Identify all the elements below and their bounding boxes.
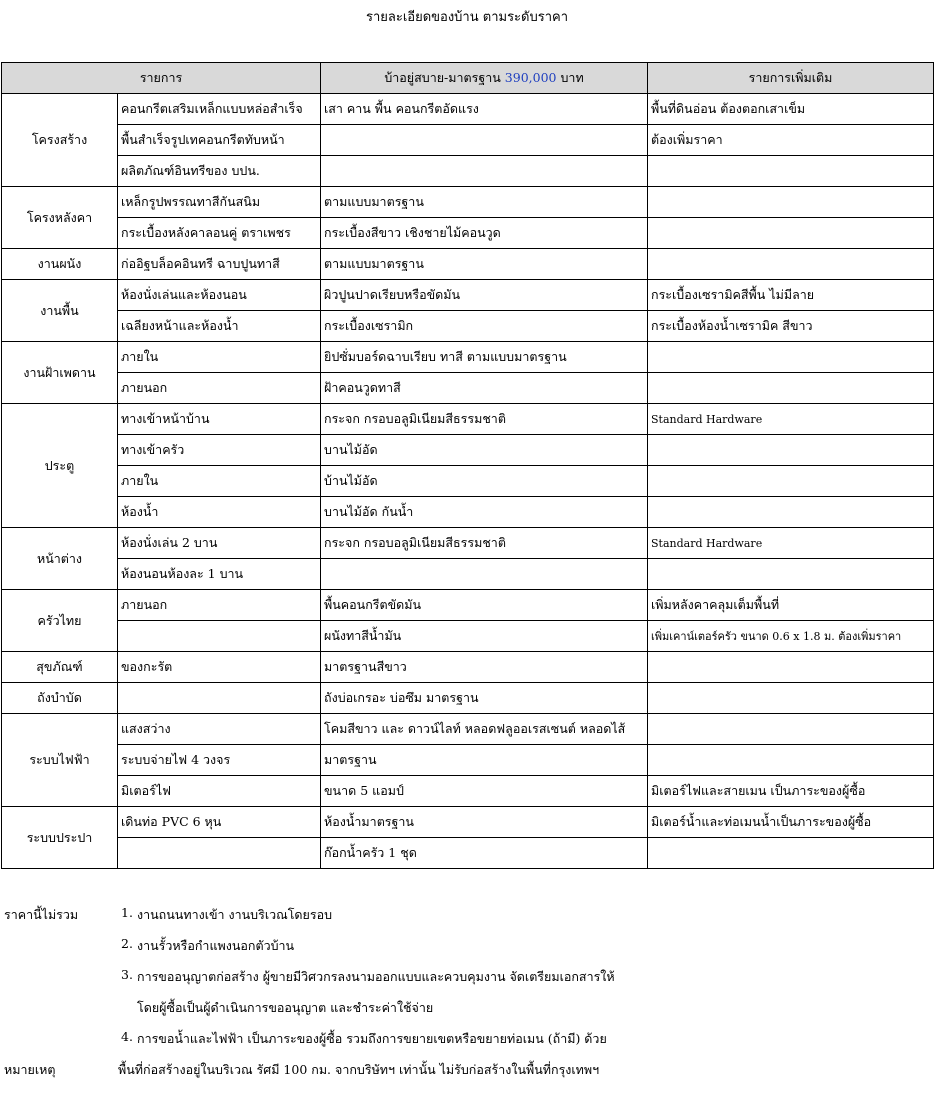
spec-cell: กระเบื้องสีขาว เชิงชายไม้คอนวูด xyxy=(321,218,648,249)
item-cell: ห้องน้ำ xyxy=(118,497,321,528)
spec-cell: กระจก กรอบอลูมิเนียมสีธรรมชาติ xyxy=(321,528,648,559)
category-cell: ครัวไทย xyxy=(2,590,118,652)
extra-cell: กระเบื้องเซรามิคสีพื้น ไม่มีลาย xyxy=(648,280,934,311)
extra-cell xyxy=(648,652,934,683)
spec-cell: ผิวปูนปาดเรียบหรือขัดมัน xyxy=(321,280,648,311)
table-row xyxy=(2,683,934,714)
spec-cell xyxy=(321,559,648,590)
extra-cell xyxy=(648,187,934,218)
table-row xyxy=(2,373,934,404)
spec-cell: บานไม้อัด กันน้ำ xyxy=(321,497,648,528)
extra-cell: มิเตอร์น้ำและท่อเมนน้ำเป็นภาระของผู้ซื้อ xyxy=(648,807,934,838)
note-number: 2. xyxy=(121,936,133,951)
spec-cell: ขนาด 5 แอมป์ xyxy=(321,776,648,807)
extra-cell xyxy=(648,373,934,404)
item-cell: ภายใน xyxy=(118,466,321,497)
note-text: งานถนนทางเข้า งานบริเวณโดยรอบ xyxy=(137,907,333,922)
table-header-row xyxy=(2,63,934,94)
item-cell xyxy=(118,838,321,869)
header-extras: รายการเพิ่มเติม xyxy=(648,63,934,94)
extra-cell xyxy=(648,745,934,776)
category-cell: โครงหลังคา xyxy=(2,187,118,249)
extra-cell xyxy=(648,683,934,714)
extra-cell: Standard Hardware xyxy=(648,528,934,559)
header-package-name: บ้าอยู่สบาย-มาตรฐาน xyxy=(384,70,501,85)
extra-cell: Standard Hardware xyxy=(648,404,934,435)
spec-cell: ตามแบบมาตรฐาน xyxy=(321,249,648,280)
note-row xyxy=(0,998,934,1020)
table-row xyxy=(2,621,934,652)
table-row xyxy=(2,652,934,683)
spec-cell: บานไม้อัด xyxy=(321,435,648,466)
header-standard-price xyxy=(321,63,648,94)
remark-row xyxy=(0,1060,934,1082)
table-row xyxy=(2,280,934,311)
note-text: โดยผู้ซื้อเป็นผู้ดำเนินการขออนุญาต และชำระค่าใช้จ่าย xyxy=(137,1000,434,1015)
header-price: 390,000 xyxy=(504,70,557,85)
category-cell: งานฝ้าเพดาน xyxy=(2,342,118,404)
note-text: การขอน้ำและไฟฟ้า เป็นภาระของผู้ซื้อ รวมถึงการขยายเขตหรือขยายท่อเมน (ถ้ามี) ด้วย xyxy=(137,1031,607,1046)
extra-cell xyxy=(648,466,934,497)
extra-cell xyxy=(648,838,934,869)
table-row xyxy=(2,156,934,187)
header-currency: บาท xyxy=(560,70,584,85)
note-number: 3. xyxy=(121,967,133,982)
item-cell: ของกะรัต xyxy=(118,652,321,683)
item-cell: กระเบื้องหลังคาลอนคู่ ตราเพชร xyxy=(118,218,321,249)
spec-cell: ถังบ่อเกรอะ บ่อซึม มาตรฐาน xyxy=(321,683,648,714)
table-row xyxy=(2,466,934,497)
note-row xyxy=(0,967,934,989)
note-row xyxy=(0,1029,934,1051)
table-row xyxy=(2,125,934,156)
item-cell: ภายใน xyxy=(118,342,321,373)
item-cell: ภายนอก xyxy=(118,590,321,621)
document-title: รายละเอียดของบ้าน ตามระดับราคา xyxy=(365,10,569,25)
spec-cell: ก๊อกน้ำครัว 1 ชุด xyxy=(321,838,648,869)
table-row xyxy=(2,435,934,466)
item-cell: เหล็กรูปพรรณทาสีกันสนิม xyxy=(118,187,321,218)
item-cell: ภายนอก xyxy=(118,373,321,404)
item-cell: ห้องนั่งเล่น 2 บาน xyxy=(118,528,321,559)
item-cell: แสงสว่าง xyxy=(118,714,321,745)
spec-table xyxy=(1,62,934,869)
table-row xyxy=(2,714,934,745)
extra-cell xyxy=(648,497,934,528)
category-cell: งานพื้น xyxy=(2,280,118,342)
note-row xyxy=(0,905,934,927)
item-cell: ระบบจ่ายไฟ 4 วงจร xyxy=(118,745,321,776)
table-row xyxy=(2,497,934,528)
table-row xyxy=(2,249,934,280)
category-cell: ระบบไฟฟ้า xyxy=(2,714,118,807)
header-items: รายการ xyxy=(2,63,321,94)
spec-cell: ผนังทาสีน้ำมัน xyxy=(321,621,648,652)
remark-label: หมายเหตุ xyxy=(4,1062,56,1077)
spec-cell xyxy=(321,156,648,187)
note-number: 4. xyxy=(121,1029,133,1044)
item-cell: ห้องนอนห้องละ 1 บาน xyxy=(118,559,321,590)
extra-cell xyxy=(648,714,934,745)
extra-cell xyxy=(648,559,934,590)
category-cell: งานผนัง xyxy=(2,249,118,280)
item-cell: เดินท่อ PVC 6 หุน xyxy=(118,807,321,838)
extra-cell: เพิ่มหลังคาคลุมเต็มพื้นที่ xyxy=(648,590,934,621)
extra-cell xyxy=(648,342,934,373)
table-row xyxy=(2,311,934,342)
extra-cell: ต้องเพิ่มราคา xyxy=(648,125,934,156)
spec-cell xyxy=(321,125,648,156)
table-row xyxy=(2,404,934,435)
item-cell: ห้องนั่งเล่นและห้องนอน xyxy=(118,280,321,311)
spec-cell: บ้านไม้อัด xyxy=(321,466,648,497)
table-row xyxy=(2,559,934,590)
item-cell: ทางเข้าครัว xyxy=(118,435,321,466)
extra-cell: กระเบื้องห้องน้ำเซรามิค สีขาว xyxy=(648,311,934,342)
item-cell: มิเตอร์ไฟ xyxy=(118,776,321,807)
extra-cell: พื้นที่ดินอ่อน ต้องตอกเสาเข็ม xyxy=(648,94,934,125)
table-row xyxy=(2,745,934,776)
extra-cell: มิเตอร์ไฟและสายเมน เป็นภาระของผู้ซื้อ xyxy=(648,776,934,807)
table-row xyxy=(2,776,934,807)
category-cell: หน้าต่าง xyxy=(2,528,118,590)
item-cell: ก่ออิฐบล็อคอินทรี ฉาบปูนทาสี xyxy=(118,249,321,280)
note-text: การขออนุญาตก่อสร้าง ผู้ขายมีวิศวกรลงนามออกแบบและควบคุมงาน จัดเตรียมเอกสารให้ xyxy=(137,969,615,984)
item-cell: ผลิตภัณฑ์อินทรีของ บปน. xyxy=(118,156,321,187)
item-cell: คอนกรีตเสริมเหล็กแบบหล่อสำเร็จ xyxy=(118,94,321,125)
spec-cell: ฝ้าคอนวูดทาสี xyxy=(321,373,648,404)
spec-cell: ยิปซั่มบอร์ดฉาบเรียบ ทาสี ตามแบบมาตรฐาน xyxy=(321,342,648,373)
item-cell xyxy=(118,683,321,714)
table-row xyxy=(2,528,934,559)
extra-cell xyxy=(648,249,934,280)
spec-cell: กระเบื้องเซรามิก xyxy=(321,311,648,342)
extra-cell xyxy=(648,156,934,187)
item-cell: ทางเข้าหน้าบ้าน xyxy=(118,404,321,435)
spec-cell: มาตรฐาน xyxy=(321,745,648,776)
category-cell: ระบบประปา xyxy=(2,807,118,869)
table-row xyxy=(2,218,934,249)
extra-cell: เพิ่มเคาน์เตอร์ครัว ขนาด 0.6 x 1.8 ม. ต้องเพิ่มราคา xyxy=(648,621,934,652)
item-cell: พื้นสำเร็จรูปเทคอนกรีตทับหน้า xyxy=(118,125,321,156)
note-number: 1. xyxy=(121,905,133,920)
note-text: งานรั้วหรือกำแพงนอกตัวบ้าน xyxy=(137,938,295,953)
table-row xyxy=(2,94,934,125)
table-row xyxy=(2,342,934,373)
spec-cell: มาตรฐานสีขาว xyxy=(321,652,648,683)
table-row xyxy=(2,590,934,621)
remark-text: พื้นที่ก่อสร้างอยู่ในบริเวณ รัศมี 100 กม. จากบริษัทฯ เท่านั้น ไม่รับก่อสร้างในพื้นที่กรุงเทพฯ xyxy=(118,1062,600,1077)
item-cell: เฉลียงหน้าและห้องน้ำ xyxy=(118,311,321,342)
spec-cell: ตามแบบมาตรฐาน xyxy=(321,187,648,218)
spec-cell: กระจก กรอบอลูมิเนียมสีธรรมชาติ xyxy=(321,404,648,435)
spec-cell: เสา คาน พื้น คอนกรีตอัดแรง xyxy=(321,94,648,125)
table-row xyxy=(2,187,934,218)
table-row xyxy=(2,838,934,869)
extra-cell xyxy=(648,218,934,249)
category-cell: สุขภัณฑ์ xyxy=(2,652,118,683)
excluded-label: ราคานี้ไม่รวม xyxy=(4,907,79,922)
category-cell: โครงสร้าง xyxy=(2,94,118,187)
table-row xyxy=(2,807,934,838)
extra-cell xyxy=(648,435,934,466)
category-cell: ถังบำบัด xyxy=(2,683,118,714)
spec-cell: โคมสีขาว และ ดาวน์ไลท์ หลอดฟลูออเรสเซนต์ หลอดไส้ xyxy=(321,714,648,745)
spec-cell: พื้นคอนกรีตขัดมัน xyxy=(321,590,648,621)
spec-cell: ห้องน้ำมาตรฐาน xyxy=(321,807,648,838)
item-cell xyxy=(118,621,321,652)
note-row xyxy=(0,936,934,958)
category-cell: ประตู xyxy=(2,404,118,528)
